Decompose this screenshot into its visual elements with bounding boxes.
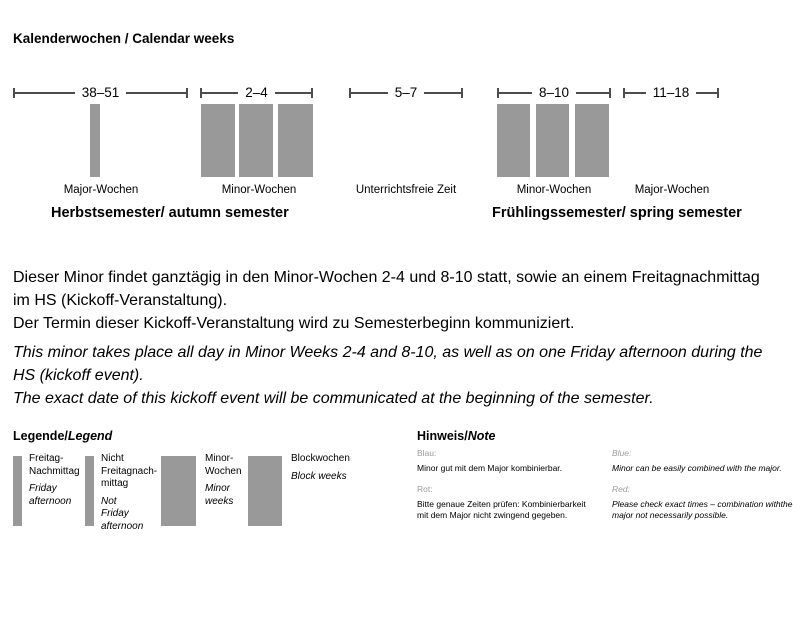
- bracket-line: [576, 92, 609, 94]
- note-label-blau: Blau:: [417, 448, 437, 458]
- group-label-minor-autumn: Minor-Wochen: [221, 184, 297, 196]
- legend-line: Freitag-: [29, 453, 64, 464]
- minor-week-bar: [575, 104, 609, 177]
- body-line: HS (kickoff event).: [13, 367, 144, 384]
- legend-item-en: [205, 483, 242, 508]
- body-line: Dieser Minor findet ganztägig in den Minor-Wochen 2-4 und 8-10 statt, sowie an einem Freitagnachmittag: [13, 269, 760, 286]
- legend-bar-block-weeks: [248, 456, 282, 526]
- bracket-tick: [609, 88, 611, 98]
- bracket-line: [351, 92, 388, 94]
- legend-heading-en: Legend: [67, 429, 113, 443]
- minor-week-bar: [278, 104, 313, 177]
- week-range-label: 8–10: [538, 84, 570, 100]
- legend-item-minor-weeks: [205, 453, 242, 508]
- legend-line: afternoon: [29, 495, 72, 507]
- legend-item-not-friday-afternoon: [101, 453, 157, 533]
- legend-item-block-weeks: [291, 453, 350, 483]
- legend-heading-de: Legende/: [13, 429, 68, 443]
- body-line: This minor takes place all day in Minor Weeks 2-4 and 8-10, as well as on one Friday afternoon during the: [13, 344, 763, 361]
- legend-item-en: [101, 496, 157, 534]
- body-text-german: [13, 266, 800, 335]
- week-range-bracket-38-51: [13, 86, 188, 100]
- page-title: Kalenderwochen / Calendar weeks: [13, 31, 235, 46]
- legend-item-de: [101, 453, 157, 491]
- body-text: [13, 266, 800, 410]
- note-line: Please check exact times – combination withthe: [612, 499, 793, 509]
- legend-line: Blockwochen: [291, 453, 350, 464]
- legend-line: Friday: [29, 483, 57, 494]
- week-range-bracket-8-10: [497, 86, 611, 100]
- note-column-english: [612, 448, 800, 521]
- minor-week-bar: [239, 104, 273, 177]
- note-entry-blau: [417, 448, 605, 474]
- legend-line: weeks: [205, 495, 234, 507]
- body-line: The exact date of this kickoff event will be communicated at the beginning of the semester.: [13, 390, 654, 407]
- bracket-line: [275, 92, 311, 94]
- legend-line: Nachmittag: [29, 465, 80, 477]
- note-entry-red: [612, 484, 800, 521]
- note-column-german: [417, 448, 605, 521]
- legend-line: Nicht: [101, 453, 124, 464]
- group-label-minor-spring: Minor-Wochen: [516, 184, 592, 196]
- note-entry-rot: [417, 484, 605, 521]
- legend-line: Block weeks: [291, 470, 347, 482]
- week-range-bracket-11-18: [623, 86, 719, 100]
- note-line: Minor gut mit dem Major kombinierbar.: [417, 463, 563, 473]
- legend-item-en: [291, 471, 350, 484]
- bracket-line: [202, 92, 238, 94]
- group-label-major-autumn: Major-Wochen: [63, 184, 139, 196]
- legend-bar-friday-afternoon: [13, 456, 22, 526]
- bracket-line: [424, 92, 461, 94]
- note-entry-blue: [612, 448, 800, 474]
- legend-line: Minor: [205, 483, 231, 494]
- note-heading-de: Hinweis/: [417, 429, 468, 443]
- spring-semester-title: Frühlingssemester/ spring semester: [492, 205, 742, 221]
- bracket-tick: [717, 88, 719, 98]
- week-range-bracket-5-7: [349, 86, 463, 100]
- bracket-tick: [186, 88, 188, 98]
- body-line: Der Termin dieser Kickoff-Veranstaltung wird zu Semesterbeginn kommuniziert.: [13, 315, 575, 332]
- legend-line: Not: [101, 495, 117, 507]
- legend-line: mittag: [101, 478, 129, 489]
- legend-line: Friday: [101, 508, 129, 519]
- autumn-semester-title: Herbstsemester/ autumn semester: [51, 205, 289, 221]
- minor-week-bar: [497, 104, 530, 177]
- note-line: Bitte genaue Zeiten prüfen: Kombinierbarkeit: [417, 499, 586, 509]
- week-range-label: 38–51: [81, 84, 120, 100]
- legend-line: Wochen: [205, 465, 242, 477]
- bracket-line: [499, 92, 532, 94]
- legend-item-de: [291, 453, 350, 466]
- bracket-line: [126, 92, 186, 94]
- legend-item-de: [205, 453, 242, 478]
- week-range-label: 5–7: [394, 84, 418, 100]
- legend-line: Minor-: [205, 453, 234, 464]
- legend-line: afternoon: [101, 520, 144, 532]
- bracket-line: [625, 92, 646, 94]
- note-line: major not necessarily possible.: [612, 510, 729, 520]
- body-line: im HS (Kickoff-Veranstaltung).: [13, 292, 228, 309]
- week-range-label: 11–18: [652, 84, 690, 100]
- note-label-rot: Rot:: [417, 484, 433, 494]
- legend-item-de: [29, 453, 80, 478]
- friday-afternoon-bar: [90, 104, 100, 177]
- bracket-line: [696, 92, 717, 94]
- note-heading-en: Note: [467, 429, 496, 443]
- minor-week-bar: [201, 104, 235, 177]
- note-heading: [417, 429, 496, 443]
- bracket-tick: [461, 88, 463, 98]
- bracket-line: [15, 92, 75, 94]
- note-label-blue: Blue:: [612, 448, 632, 458]
- group-label-major-spring: Major-Wochen: [634, 184, 710, 196]
- legend-bar-minor-weeks: [161, 456, 196, 526]
- note-label-red: Red:: [612, 484, 630, 494]
- legend-item-friday-afternoon: [29, 453, 80, 508]
- note-line: Minor can be easily combined with the major.: [612, 463, 782, 473]
- note-line: mit dem Major nicht zwingend gegeben.: [417, 510, 568, 520]
- week-range-bracket-2-4: [200, 86, 313, 100]
- legend-line: Freitagnach-: [101, 465, 158, 477]
- bracket-tick: [311, 88, 313, 98]
- legend-item-en: [29, 483, 80, 508]
- group-label-free-time: Unterrichtsfreie Zeit: [355, 184, 457, 196]
- body-text-english: [13, 341, 800, 410]
- legend-bar-not-friday-afternoon: [85, 456, 94, 526]
- week-range-label: 2–4: [245, 84, 268, 100]
- minor-week-bar: [536, 104, 569, 177]
- legend-heading: [13, 429, 112, 443]
